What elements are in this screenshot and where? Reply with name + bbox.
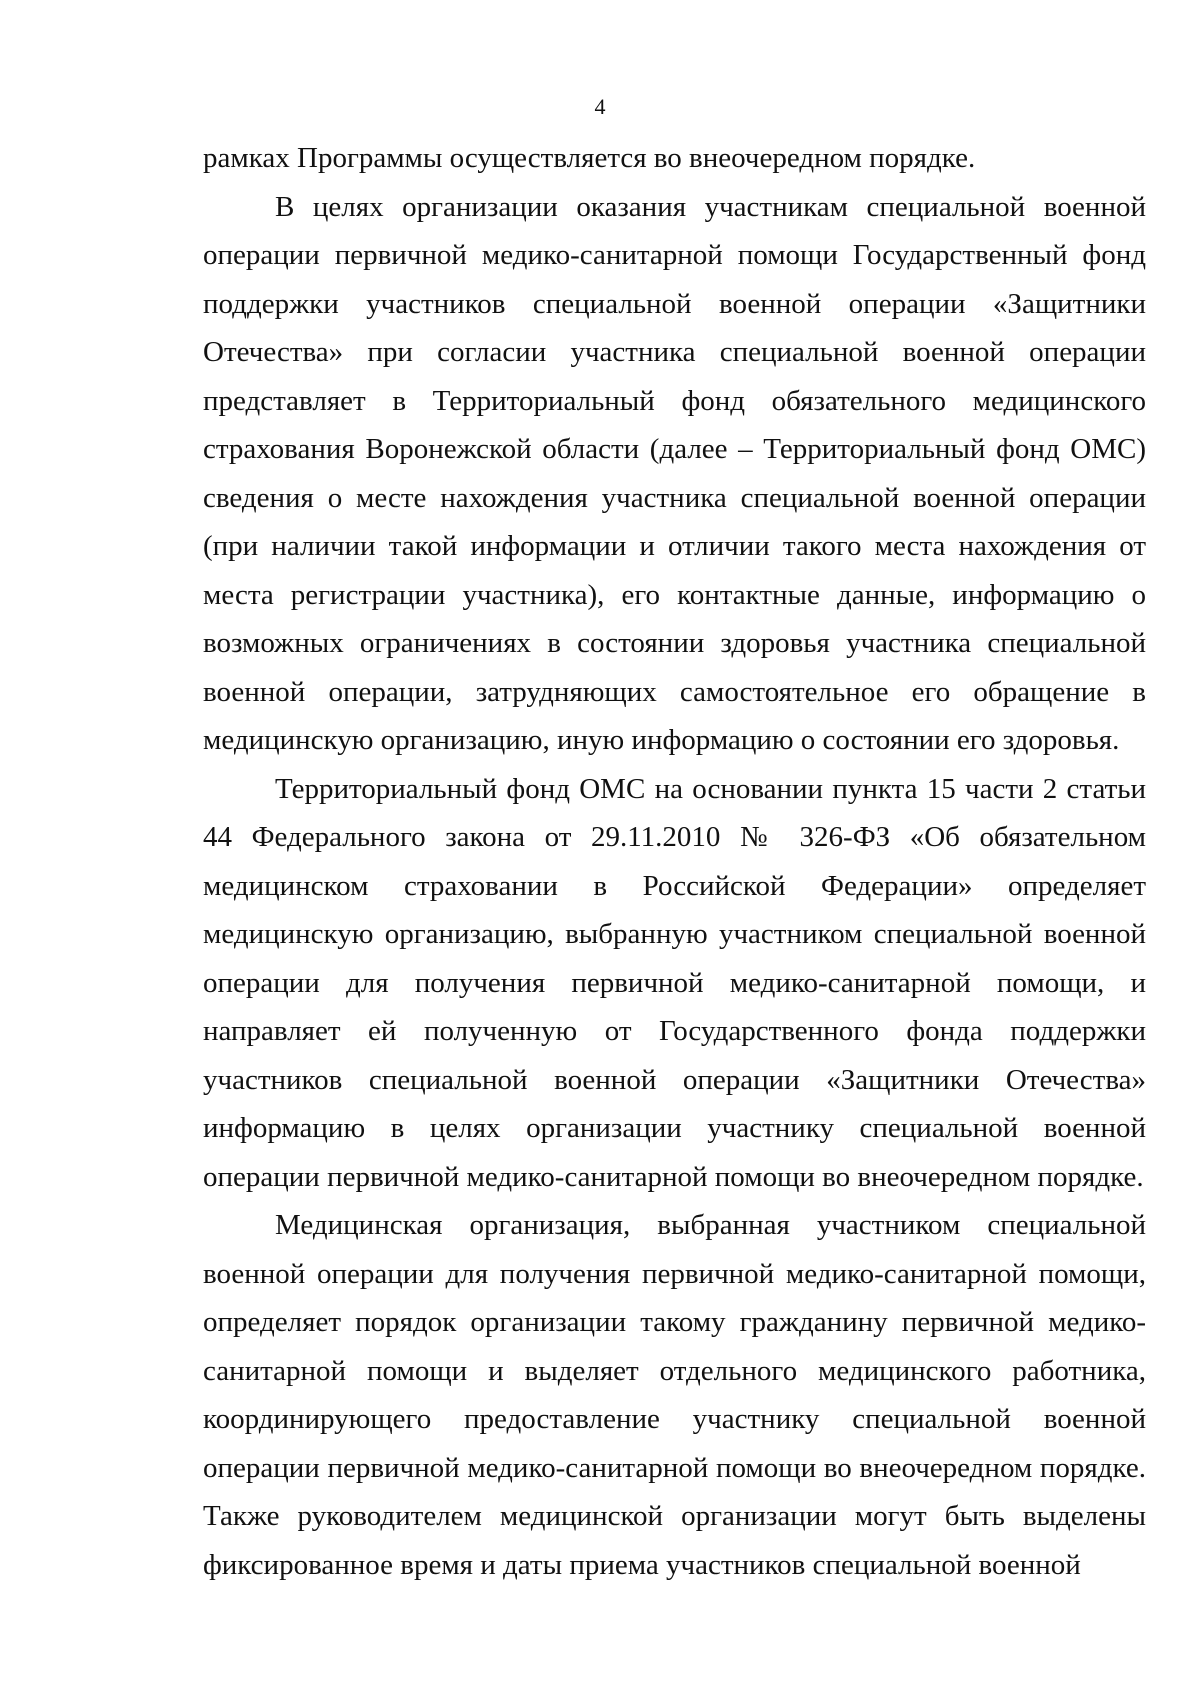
document-body [203, 134, 1146, 1589]
page-number: 4 [594, 94, 606, 119]
paragraph-medical-organization: Медицинская организация, выбранная участником специальной военной операции для получения первичной медико-санитарной помощи, определяет порядок организации такому гражданину первичной медико-санитарной помощи и выделяет отдельного медицинского работника, координирующего предоставление участнику специальной военной операции первичной медико-санитарной помощи во внеочередном порядке. Также руководителем медицинской организации могут быть выделены фиксированное время и даты приема участников специальной военной [203, 1209, 1146, 1581]
paragraph-continuation: рамках Программы осуществляется во внеочередном порядке. [203, 142, 976, 174]
paragraph-medical-help-organization: В целях организации оказания участникам специальной военной операции первичной медико-санитарной помощи Государственный фонд поддержки участников специальной военной операции «Защитники Отечества» при согласии участника специальной военной операции представляет в Территориальный фонд обязательного медицинского страхования Воронежской области (далее – Территориальный фонд ОМС) сведения о месте нахождения участника специальной военной операции (при наличии такой информации и отличии такого места нахождения от места регистрации участника), его контактные данные, информацию о возможных ограничениях в состоянии здоровья участника специальной военной операции, затрудняющих самостоятельное его обращение в медицинскую организацию, иную информацию о состоянии его здоровья. [203, 190, 1146, 756]
paragraph-territorial-fund: Территориальный фонд ОМС на основании пункта 15 части 2 статьи 44 Федерального закона от 29.11.2010 № 326-ФЗ «Об обязательном медицинском страховании в Российской Федерации» определяет медицинскую организацию, выбранную участником специальной военной операции для получения первичной медико-санитарной помощи, и направляет ей полученную от Государственного фонда поддержки участников специальной военной операции «Защитники Отечества» информацию в целях организации участнику специальной военной операции первичной медико-санитарной помощи во внеочередном порядке. [203, 772, 1146, 1193]
